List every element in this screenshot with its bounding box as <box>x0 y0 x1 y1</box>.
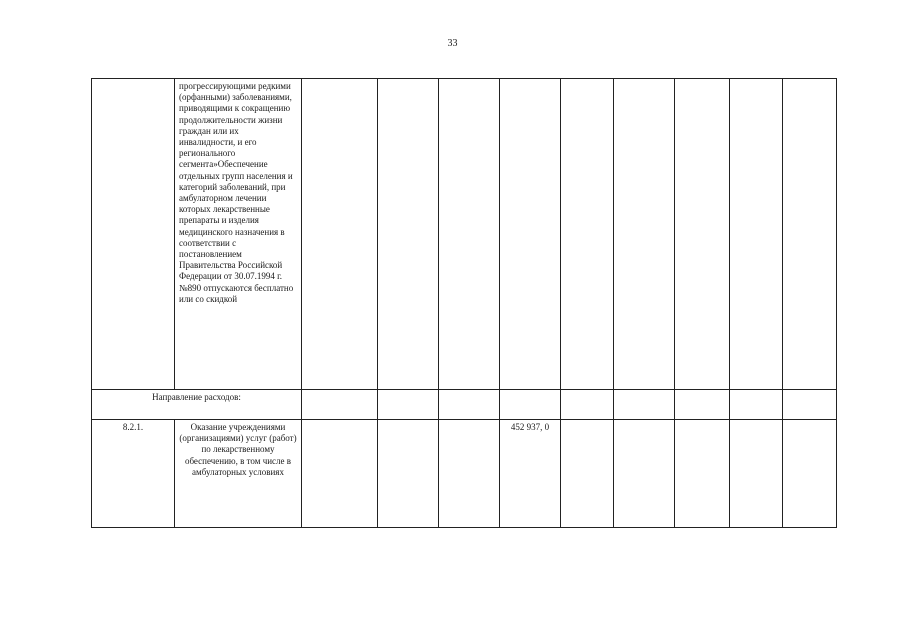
table-cell <box>378 79 439 390</box>
table-cell <box>783 390 837 420</box>
table-cell <box>561 420 614 528</box>
row-code <box>92 79 175 390</box>
table-cell <box>783 79 837 390</box>
table-cell <box>561 390 614 420</box>
section-label: Направление расходов: <box>92 390 302 420</box>
table-cell <box>378 420 439 528</box>
table-row <box>92 420 837 528</box>
table-cell <box>783 420 837 528</box>
table-cell <box>675 79 730 390</box>
table-cell <box>730 420 783 528</box>
table-cell <box>675 390 730 420</box>
table-cell <box>500 390 561 420</box>
table-cell <box>730 79 783 390</box>
table-cell <box>500 79 561 390</box>
table-cell <box>302 390 378 420</box>
table-cell <box>614 420 675 528</box>
amount-cell: 452 937, 0 <box>500 420 561 528</box>
table-row <box>92 390 837 420</box>
row-code: 8.2.1. <box>92 420 175 528</box>
table-cell <box>730 390 783 420</box>
budget-table <box>91 78 837 528</box>
table-cell <box>439 79 500 390</box>
table-row <box>92 79 837 390</box>
table-cell <box>439 390 500 420</box>
row-description: прогрессирующими редкими (орфанными) заболеваниями, приводящими к сокращению продолжительности жизни граждан или их инвалидности, и его регионального сегмента»Обеспечение отдельных групп населения и категорий заболеваний, при амбулаторном лечении которых лекарственные препараты и изделия медицинского назначения в соответствии с постановлением Правительства Российской Федерации от 30.07.1994 г. №890 отпускаются бесплатно или со скидкой <box>175 79 302 390</box>
table-cell <box>614 79 675 390</box>
table-cell <box>302 79 378 390</box>
table-cell <box>675 420 730 528</box>
table-cell <box>302 420 378 528</box>
table-cell <box>614 390 675 420</box>
table-cell <box>439 420 500 528</box>
table-cell <box>378 390 439 420</box>
table-cell <box>561 79 614 390</box>
page-number: 33 <box>447 38 458 49</box>
row-description: Оказание учреждениями (организациями) услуг (работ) по лекарственному обеспечению, в том числе в амбулаторных условиях <box>175 420 302 528</box>
